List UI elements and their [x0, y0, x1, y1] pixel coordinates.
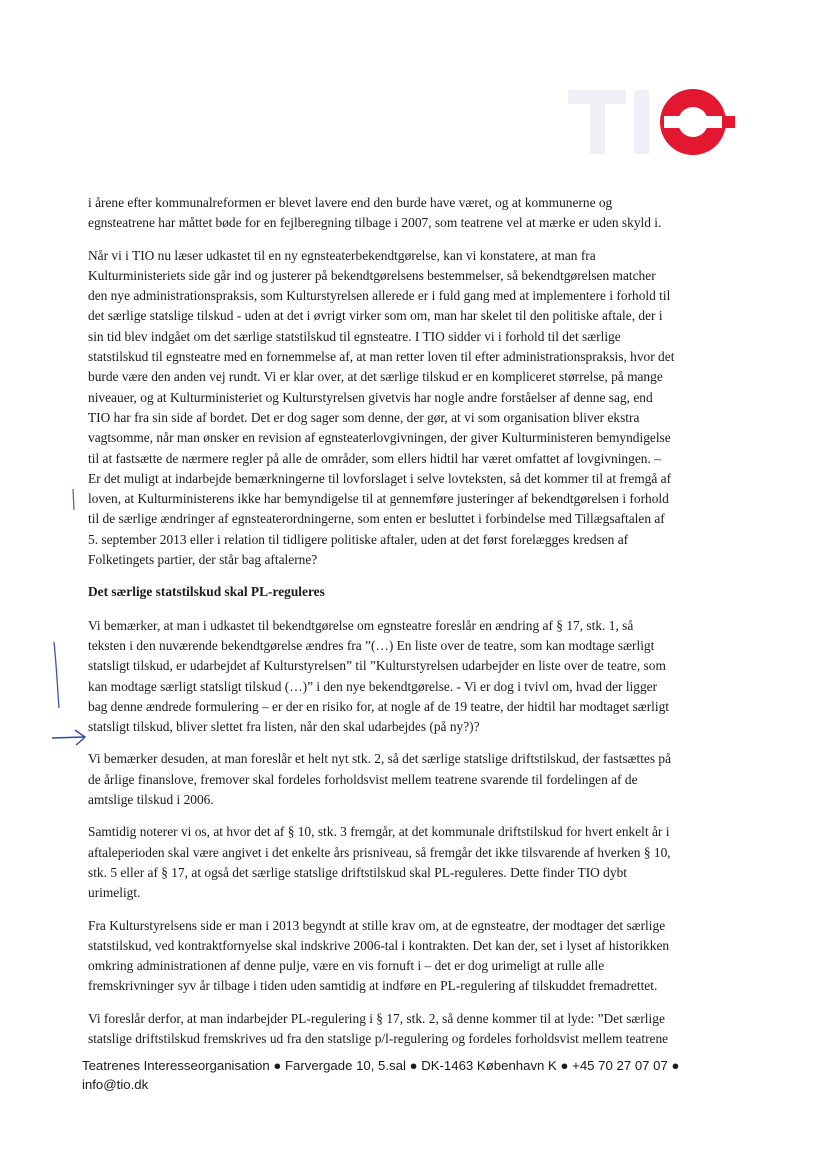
- paragraph-6: Fra Kulturstyrelsens side er man i 2013 begyndt at stille krav om, at de egnsteatre, der modtager det særlige statstilskud, ved kontraktfornyelse skal indskrive 2006-tal i kontrakten. Det kan der, set i lyset af historikken omkring administrationen af denne pulje, være en vis fornuft i – det er dog urimeligt at rulle alle fremskrivninger syv år tilbage i tiden uden samtidig at indføre en PL-regulering af tilskuddet fremadrettet.: [88, 917, 670, 994]
- letter-body: [88, 193, 738, 1061]
- arrow-annotation-icon: [50, 727, 88, 747]
- tio-logo: [560, 82, 735, 162]
- letterhead-footer: [82, 1056, 722, 1094]
- paragraph-7: Vi foreslår derfor, at man indarbejder PL-regulering i § 17, stk. 2, så denne kommer til at lyde: ”Det særlige statslige driftstilskud fremskrives ud fra den statslige p/l-regulering og fordeles forholdsvist mellem teatrene: [88, 1010, 669, 1046]
- margin-tick-mark: [70, 488, 78, 512]
- paragraph-5: Samtidig noterer vi os, at hvor det af § 10, stk. 3 fremgår, at det kommunale driftstilskud for hvert enkelt år i aftaleperioden skal være angivet i det enkelte års prisniveau, så fremgår det ikke tilsvarende af hverken § 10, stk. 5 eller af § 17, at også det særlige statslige driftstilskud skal PL-reguleres. Dette finder TIO dybt urimeligt.: [88, 824, 671, 901]
- paragraph-3: Vi bemærker, at man i udkastet til bekendtgørelse om egnsteatre foreslår en ændring af § 17, stk. 1, så teksten i den nuværende bekendtgørelse ændres fra ”(…) En liste over de teatre, som kan modtage særligt statsligt tilskud, er udarbejdet af Kulturstyrelsen” til ”Kulturstyrelsen udarbejder en liste over de teatre, som kan modtage særligt statsligt tilskud (…)” i den nye bekendtgørelse. - Vi er dog i tvivl om, hvad der ligger bag denne ændrede formulering – er der en risiko for, at nogle af de 19 teatre, der hidtil har modtaget særligt statsligt tilskud, bliver slettet fra listen, når den skal udarbejdes (på ny?)?: [88, 617, 670, 735]
- footer-email: info@tio.dk: [82, 1077, 149, 1092]
- section-heading: Det særlige statstilskud skal PL-reguleres: [88, 584, 325, 600]
- margin-bracket-line: [50, 640, 66, 710]
- paragraph-2: Når vi i TIO nu læser udkastet til en ny egnsteaterbekendtgørelse, kan vi konstatere, at man fra Kulturministeriets side går ind og justerer på bekendtgørelsens bestemmelser, så bekendtgørelsen matcher den nye administrationspraksis, som Kulturstyrelsen allerede er i fuld gang med at implementere i forhold til det særlige statslige tilskud - uden at det i øvrigt virker som om, man har skelet til den politiske aftale, der i sin tid blev indgået om det særlige statstilskud til egnsteatre. I TIO sidder vi i forhold til det særlige statstilskud til egnsteatre med en fornemmelse af, at man retter loven til efter administrationspraksis, hvor det burde være den anden vej rundt. Vi er klar over, at det særlige tilskud er en kompliceret størrelse, på mange niveauer, og at Kulturministeriet og Kulturstyrelsen givetvis har nogle andre forståelser af denne sag, end TIO har fra sin side af bordet. Det er dog sager som denne, der gør, at vi som organisation bliver ekstra vagtsomme, når man ønsker en revision af egnsteaterlovgivningen, der giver Kulturministeren bemyndigelse til at fastsætte de nærmere regler på alle de områder, som ellers hidtil har været omfattet af lovgivningen. – Er det muligt at indarbejde bemærkningerne til lovforslaget i selve lovteksten, så det kommer til at fremgå af loven, at Kulturministerens ikke har bemyndigelse til at gennemføre justeringer af bekendtgørelsen i forhold til de særlige ændringer af egnsteaterordningerne, som enten er besluttet i forbindelse med Tillægsaftalen af 5. september 2013 eller i relation til tidligere politiske aftaler, uden at det først forelægges kredsen af Folketingets partier, der står bag aftalerne?: [88, 247, 675, 568]
- logo-o-ring: [660, 89, 735, 155]
- paragraph-4: Vi bemærker desuden, at man foreslår et helt nyt stk. 2, så det særlige statslige driftstilskud, der fastsættes på de årlige finanslove, fremover skal fordeles forholdsvist mellem teatrene svarende til fordelingen af de amtslige tilskud i 2006.: [88, 751, 672, 808]
- footer-address: Teatrenes Interesseorganisation ● Farvergade 10, 5.sal ● DK-1463 København K ● +45 70 27 07 07 ●: [82, 1058, 680, 1073]
- paragraph-1: i årene efter kommunalreformen er blevet lavere end den burde have været, og at kommunerne og egnsteatrene har måttet bøde for en fejlberegning tilbage i 2007, som teatrene vel at mærke er uden skyld i.: [88, 195, 662, 231]
- logo-ghost-letters: [568, 90, 649, 154]
